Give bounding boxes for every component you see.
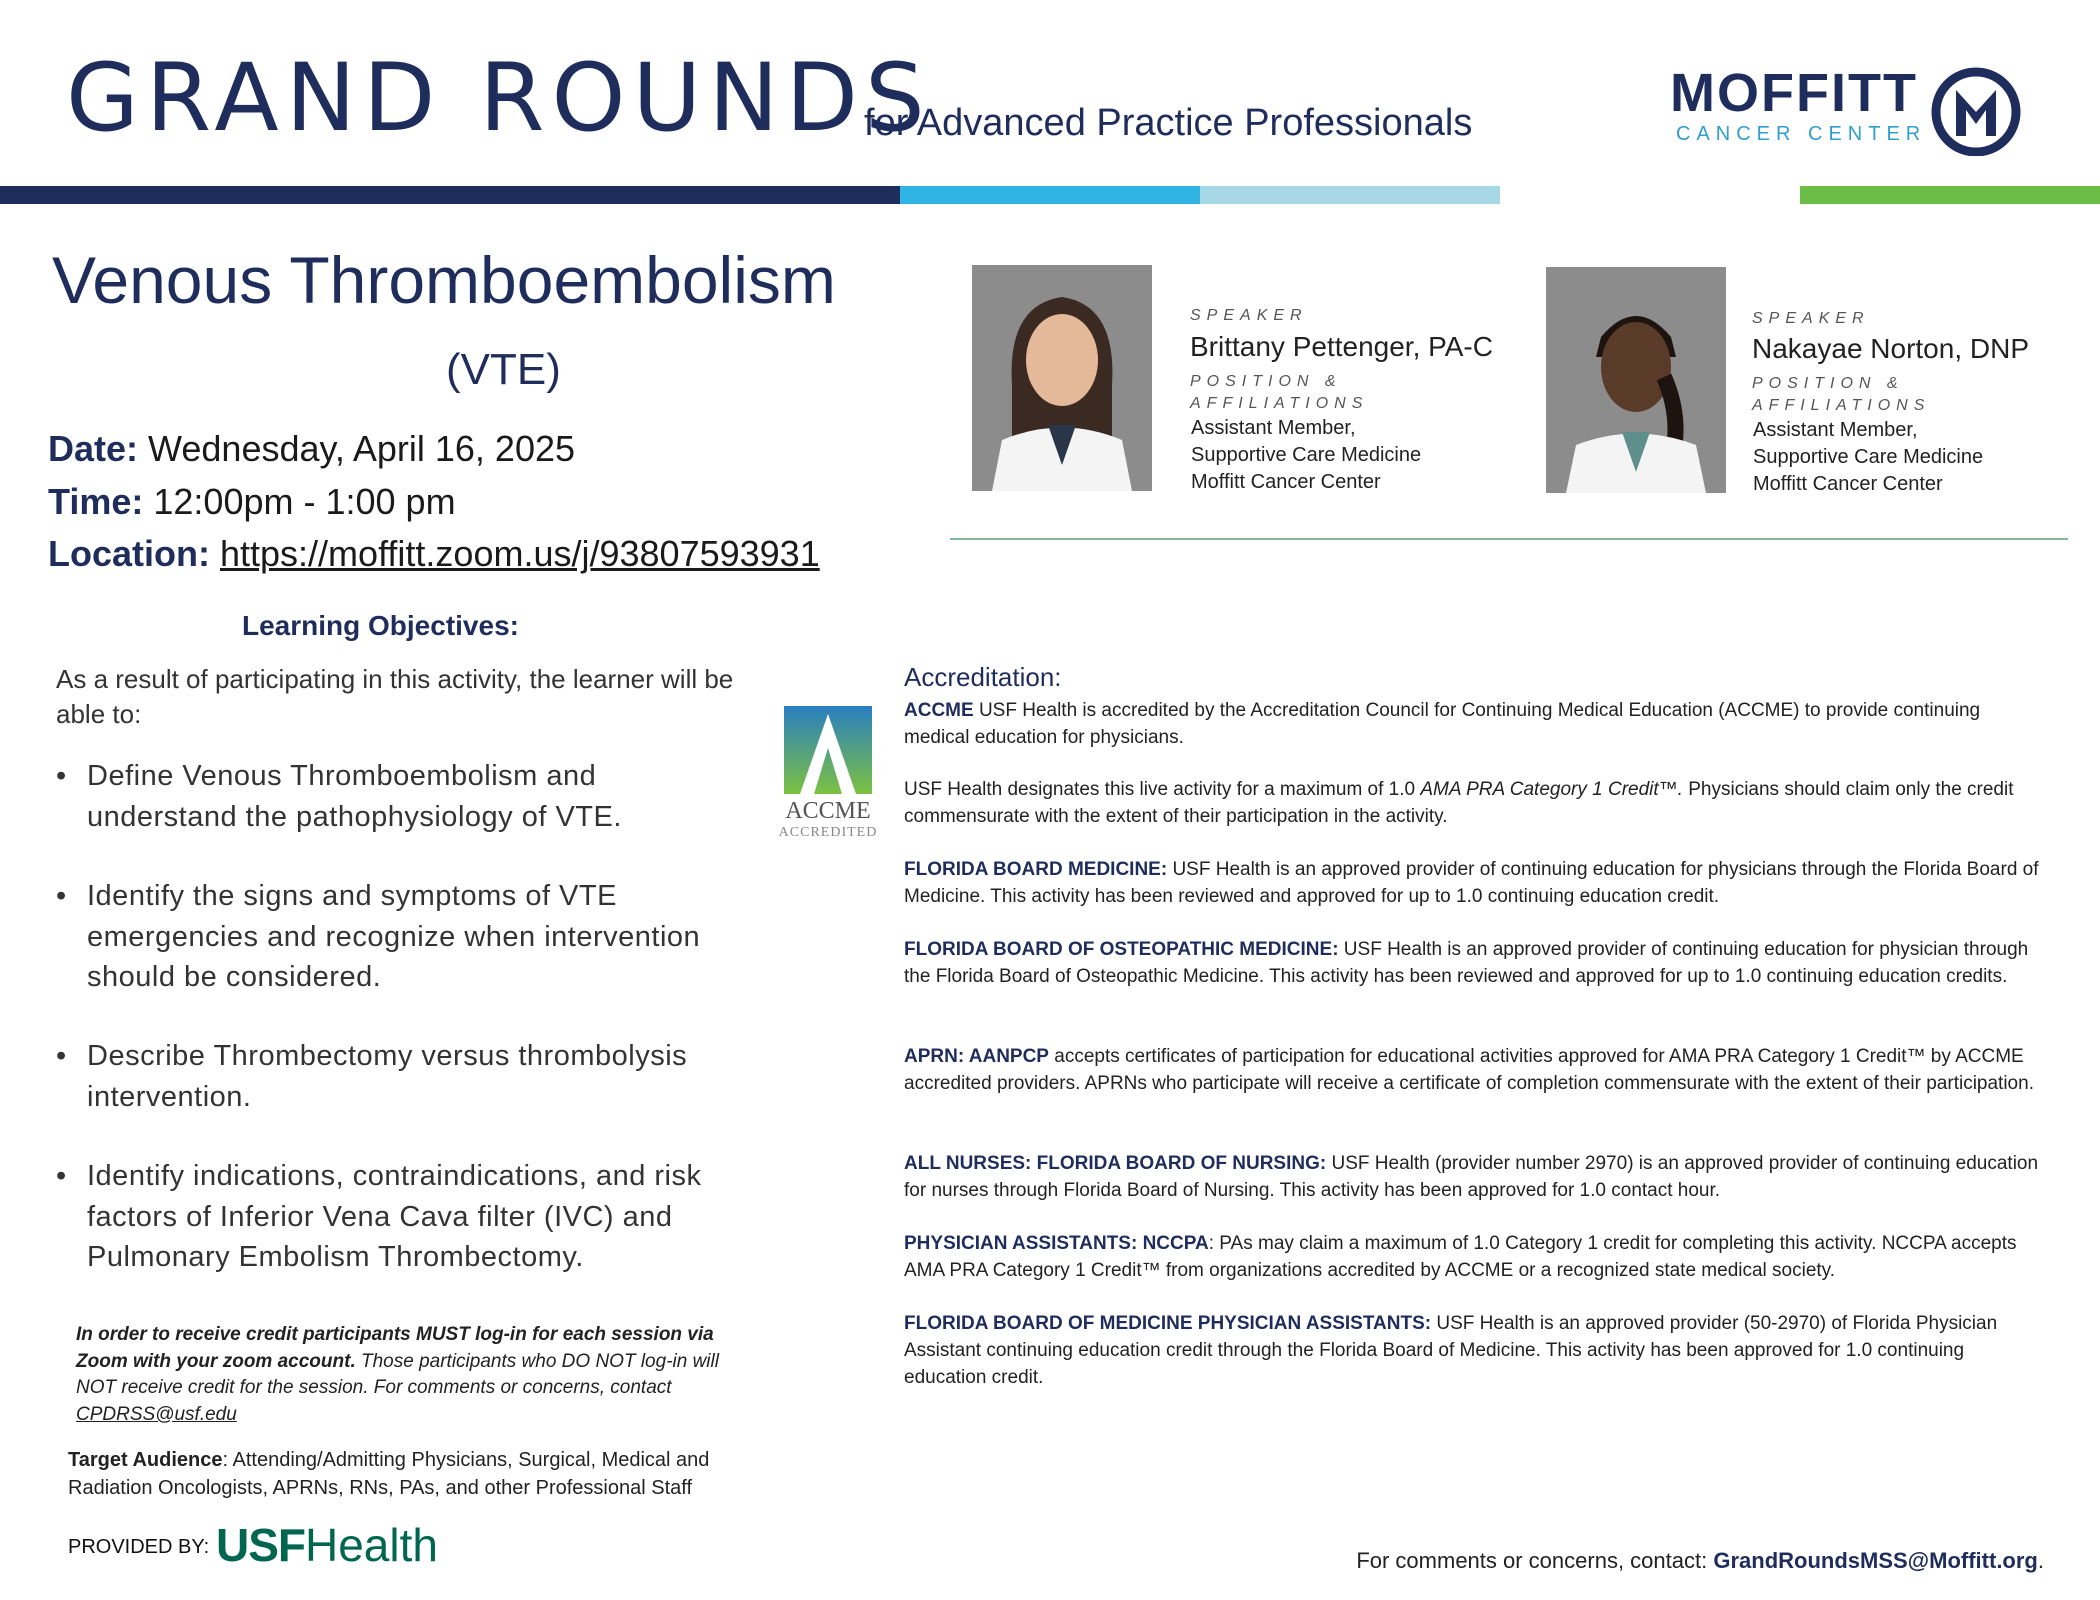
location-label: Location: xyxy=(48,533,210,574)
health-wordmark: Health xyxy=(305,1519,438,1571)
topic-subtitle: (VTE) xyxy=(446,345,561,394)
usf-wordmark: USF xyxy=(216,1519,305,1571)
speaker-photo-pettenger xyxy=(972,265,1152,491)
target-audience xyxy=(68,1446,768,1502)
topic-title: Venous Thromboembolism xyxy=(52,243,836,317)
speaker-photo-norton xyxy=(1546,267,1726,493)
accme-text: USF Health is accredited by the Accreditation Council for Continuing Medical Education (ACCME) to provide continuing medical education for physicians. xyxy=(904,700,1981,748)
accme-accredited-logo xyxy=(776,704,880,840)
bullet-icon: • xyxy=(56,760,67,792)
event-time xyxy=(48,481,456,523)
affiliation-line: Assistant Member, xyxy=(1753,419,1918,441)
logo-tagline: CANCER CENTER xyxy=(1676,123,1927,145)
header-bar-green xyxy=(1800,186,2100,204)
time-value: 12:00pm - 1:00 pm xyxy=(153,481,456,522)
affiliation-line: Assistant Member, xyxy=(1191,417,1356,439)
fbom-key: FLORIDA BOARD OF OSTEOPATHIC MEDICINE: xyxy=(904,939,1339,960)
aprn-key: AANPCP xyxy=(968,1046,1049,1067)
accreditation-heading: Accreditation: xyxy=(904,662,1062,692)
objective-item xyxy=(56,876,746,998)
credit-note-text: Those participants who DO NOT log-in will NOT receive credit for the session. For comments or concerns, contact xyxy=(76,1350,719,1399)
affiliation-line: Supportive Care Medicine xyxy=(1753,446,1984,468)
objective-item xyxy=(56,1036,746,1117)
accme-logo-text: ACCME xyxy=(785,798,871,824)
objective-item xyxy=(56,756,746,837)
accreditation-pa xyxy=(904,1231,2050,1285)
affiliation-line: Moffitt Cancer Center xyxy=(1753,473,1943,495)
designation-text: USF Health designates this live activity for a maximum of 1.0 xyxy=(904,779,1421,800)
event-location xyxy=(48,533,820,575)
aprn-text: accepts certificates of participation for educational activities approved for AMA PRA Category 1 Credit™ by ACCME accredited providers. APRNs who participate will receive a certificate of completion commensurate with the extent of their participation. xyxy=(904,1046,2034,1094)
nursing-key: ALL NURSES: FLORIDA BOARD OF NURSING: xyxy=(904,1153,1327,1174)
pa-text: : PAs may claim a maximum of 1.0 Category 1 credit for completing this activity. NCCPA accepts AMA PRA Category 1 Credit™ from organizations accredited by ACCME or a recognized state medical society. xyxy=(904,1233,2017,1281)
objective-text: Identify indications, contraindications, and risk factors of Inferior Vena Cava filter (IVC) and Pulmonary Embolism Thrombectomy. xyxy=(87,1160,702,1274)
provided-by-label: PROVIDED BY: xyxy=(68,1536,210,1558)
accme-key: ACCME xyxy=(904,700,974,721)
accreditation-aprn xyxy=(904,1044,2050,1098)
designation-credit: AMA PRA Category 1 Credit™. xyxy=(1420,779,1683,800)
objective-text: Describe Thrombectomy versus thrombolysis intervention. xyxy=(87,1040,688,1113)
accreditation-designation xyxy=(904,777,2050,831)
logo-wordmark: MOFFITT xyxy=(1670,63,1918,123)
fbm-pa-key: FLORIDA BOARD OF MEDICINE PHYSICIAN ASSISTANTS: xyxy=(904,1313,1432,1334)
objectives-heading: Learning Objectives: xyxy=(242,610,519,641)
speaker-2-position-label: POSITION & AFFILIATIONS xyxy=(1752,375,1931,414)
speaker-1-label: SPEAKER xyxy=(1190,307,1308,324)
header-bar-blue xyxy=(900,186,1200,204)
page-title: GRAND ROUNDS xyxy=(66,44,932,153)
accreditation-accme xyxy=(904,698,2050,752)
date-value: Wednesday, April 16, 2025 xyxy=(148,428,576,469)
objective-item xyxy=(56,1156,746,1278)
footer-contact xyxy=(1356,1548,2044,1574)
objectives-intro: As a result of participating in this activity, the learner will be able to: xyxy=(56,664,734,730)
target-audience-label: Target Audience xyxy=(68,1449,223,1471)
pa-key: PHYSICIAN ASSISTANTS: NCCPA xyxy=(904,1233,1209,1254)
designation-text-2: Physicians should claim only the credit commensurate with the extent of their participation in the activity. xyxy=(904,779,2014,827)
event-date xyxy=(48,428,575,470)
speaker-divider xyxy=(950,538,2068,540)
date-label: Date: xyxy=(48,428,139,469)
affiliation-line: Moffitt Cancer Center xyxy=(1191,471,1381,493)
zoom-link[interactable]: https://moffitt.zoom.us/j/93807593931 xyxy=(220,533,820,574)
accreditation-fbm xyxy=(904,857,2050,911)
fbm-key: FLORIDA BOARD MEDICINE: xyxy=(904,859,1168,880)
accreditation-fbom xyxy=(904,937,2050,991)
bullet-icon: • xyxy=(56,880,67,912)
page-subtitle: for Advanced Practice Professionals xyxy=(864,102,1473,144)
accreditation-fbm-pa xyxy=(904,1311,2050,1392)
speaker-2-affiliation xyxy=(1753,417,1983,498)
speaker-1-affiliation xyxy=(1191,415,1421,496)
footer-end: . xyxy=(2037,1548,2044,1573)
accme-logo-subtext: ACCREDITED xyxy=(778,825,878,840)
target-audience-text: : Attending/Admitting Physicians, Surgical, Medical and Radiation Oncologists, APRNs, RNs, PAs, and other Professional Staff xyxy=(68,1449,710,1499)
time-label: Time: xyxy=(48,481,144,522)
fbm-text: USF Health is an approved provider of continuing education for physicians through the Florida Board of Medicine. This activity has been reviewed and approved for up to 1.0 continuing education credit. xyxy=(904,859,2039,907)
usf-health-logo xyxy=(216,1519,438,1571)
speaker-2-label: SPEAKER xyxy=(1752,310,1870,327)
objective-text: Define Venous Thromboembolism and understand the pathophysiology of VTE. xyxy=(87,760,622,833)
speaker-2-name: Nakayae Norton, DNP xyxy=(1752,333,2030,364)
credit-note xyxy=(76,1322,726,1428)
speaker-1-name: Brittany Pettenger, PA-C xyxy=(1190,331,1493,362)
moffitt-emblem-icon xyxy=(1928,60,2024,156)
fbm-pa-text: USF Health is an approved provider (50-2970) of Florida Physician Assistant continuing education credit through the Florida Board of Medicine. This activity has been approved for 1.0 continuing education credit. xyxy=(904,1313,1998,1388)
fbom-text: USF Health is an approved provider of continuing education for physician through the Florida Board of Osteopathic Medicine. This activity has been reviewed and approved for up to 1.0 continuing education credits. xyxy=(904,939,2029,987)
objective-text: Identify the signs and symptoms of VTE emergencies and recognize when intervention should be considered. xyxy=(87,880,701,994)
bullet-icon: • xyxy=(56,1040,67,1072)
nursing-text: USF Health (provider number 2970) is an approved provider of continuing education for nurses through Florida Board of Nursing. This activity has been approved for 1.0 contact hour. xyxy=(904,1153,2039,1201)
credit-note-bold: In order to receive credit participants MUST log-in for each session via Zoom with your zoom account. xyxy=(76,1324,714,1372)
affiliation-line: Supportive Care Medicine xyxy=(1191,444,1422,466)
accreditation-nursing xyxy=(904,1151,2050,1205)
moffitt-logo xyxy=(1670,60,2030,160)
header-bar-navy xyxy=(0,186,900,204)
cpd-email-link[interactable]: CPDRSS@usf.edu xyxy=(76,1403,237,1425)
aprn-prefix: APRN: xyxy=(904,1046,969,1067)
bullet-icon: • xyxy=(56,1160,67,1192)
header-bar-light-blue xyxy=(1200,186,1500,204)
footer-text: For comments or concerns, contact: xyxy=(1356,1548,1714,1573)
speaker-1-position-label: POSITION & AFFILIATIONS xyxy=(1190,373,1369,412)
footer-email-link[interactable]: GrandRoundsMSS@Moffitt.org xyxy=(1713,1548,2038,1573)
